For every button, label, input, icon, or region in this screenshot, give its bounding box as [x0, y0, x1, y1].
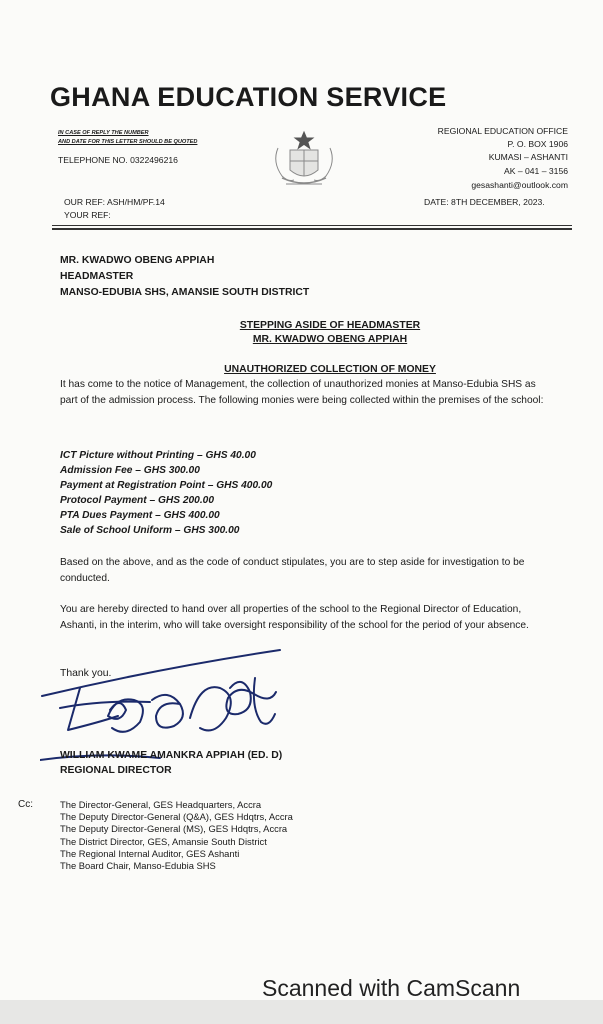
cc-recipient: The Regional Internal Auditor, GES Ashanti — [60, 847, 240, 859]
subject-line-3: UNAUTHORIZED COLLECTION OF MONEY — [224, 364, 436, 375]
cc-label: Cc: — [18, 799, 33, 810]
body-paragraph-3: You are hereby directed to hand over all properties of the school to the Regional Director of Education, Ashanti, in the interim, who will take oversight responsibility of the school for the period of your absence. — [60, 604, 529, 631]
address-line-2: P. O. BOX 1906 — [507, 139, 568, 149]
subject-line-2: MR. KWADWO OBENG APPIAH — [252, 334, 408, 345]
body-paragraph-1: It has come to the notice of Management, the collection of unauthorized monies at Manso-Edubia SHS as part of the admission process. The following monies were being collected within the premises of the school: — [60, 379, 544, 406]
collection-item: Sale of School Uniform – GHS 300.00 — [60, 525, 240, 536]
collection-item: Payment at Registration Point – GHS 400.00 — [60, 480, 273, 491]
scanner-watermark: Scanned with CamScann — [262, 975, 521, 1001]
telephone-number: TELEPHONE NO. 0322496216 — [58, 155, 178, 165]
cc-recipient: The Deputy Director-General (Q&A), GES Hdqtrs, Accra — [60, 811, 293, 823]
cc-recipient: The Director-General, GES Headquarters, Accra — [60, 799, 262, 810]
header-rule-bottom — [52, 228, 572, 230]
address-line-3: KUMASI – ASHANTI — [488, 152, 568, 162]
collection-item: PTA Dues Payment – GHS 400.00 — [60, 510, 220, 521]
reply-note-line-1: IN CASE OF REPLY THE NUMBER — [58, 130, 149, 136]
your-reference: YOUR REF: — [64, 210, 111, 220]
cc-recipient: The Deputy Director-General (MS), GES Hdqtrs, Accra — [60, 823, 288, 835]
closing-thank-you: Thank you. — [60, 668, 112, 679]
email-address: gesashanti@outlook.com — [471, 180, 568, 190]
coat-of-arms-icon — [268, 128, 340, 190]
addressee-title: HEADMASTER — [60, 271, 134, 282]
collection-item: Protocol Payment – GHS 200.00 — [60, 495, 215, 506]
signatory-title: REGIONAL DIRECTOR — [60, 765, 172, 776]
collections-list — [60, 448, 272, 538]
letterhead-title: GHANA EDUCATION SERVICE — [50, 82, 447, 112]
letter-date: DATE: 8TH DECEMBER, 2023. — [424, 197, 545, 207]
our-reference: OUR REF: ASH/HM/PF.14 — [64, 197, 165, 207]
collection-item: Admission Fee – GHS 300.00 — [60, 465, 200, 476]
cc-recipient: The Board Chair, Manso-Edubia SHS — [60, 860, 216, 872]
body-paragraph-2: Based on the above, and as the code of conduct stipulates, you are to step aside for investigation to be conducted. — [60, 557, 525, 584]
address-line-1: REGIONAL EDUCATION OFFICE — [437, 126, 568, 136]
cc-recipients — [60, 799, 293, 872]
reply-note-line-2: AND DATE FOR THIS LETTER SHOULD BE QUOTED — [58, 139, 198, 145]
collection-item: ICT Picture without Printing – GHS 40.00 — [60, 450, 256, 461]
address-line-4: AK – 041 – 3156 — [503, 166, 568, 176]
addressee-school: MANSO-EDUBIA SHS, AMANSIE SOUTH DISTRICT — [60, 287, 310, 298]
subject-line-1: STEPPING ASIDE OF HEADMASTER — [239, 320, 421, 331]
addressee-name: MR. KWADWO OBENG APPIAH — [60, 255, 215, 266]
scanner-footer-bar — [0, 1000, 603, 1024]
header-rule-top — [52, 225, 572, 226]
cc-recipient: The District Director, GES, Amansie South District — [60, 835, 267, 847]
signatory-name: WILLIAM KWAME AMANKRA APPIAH (ED. D) — [60, 750, 283, 761]
